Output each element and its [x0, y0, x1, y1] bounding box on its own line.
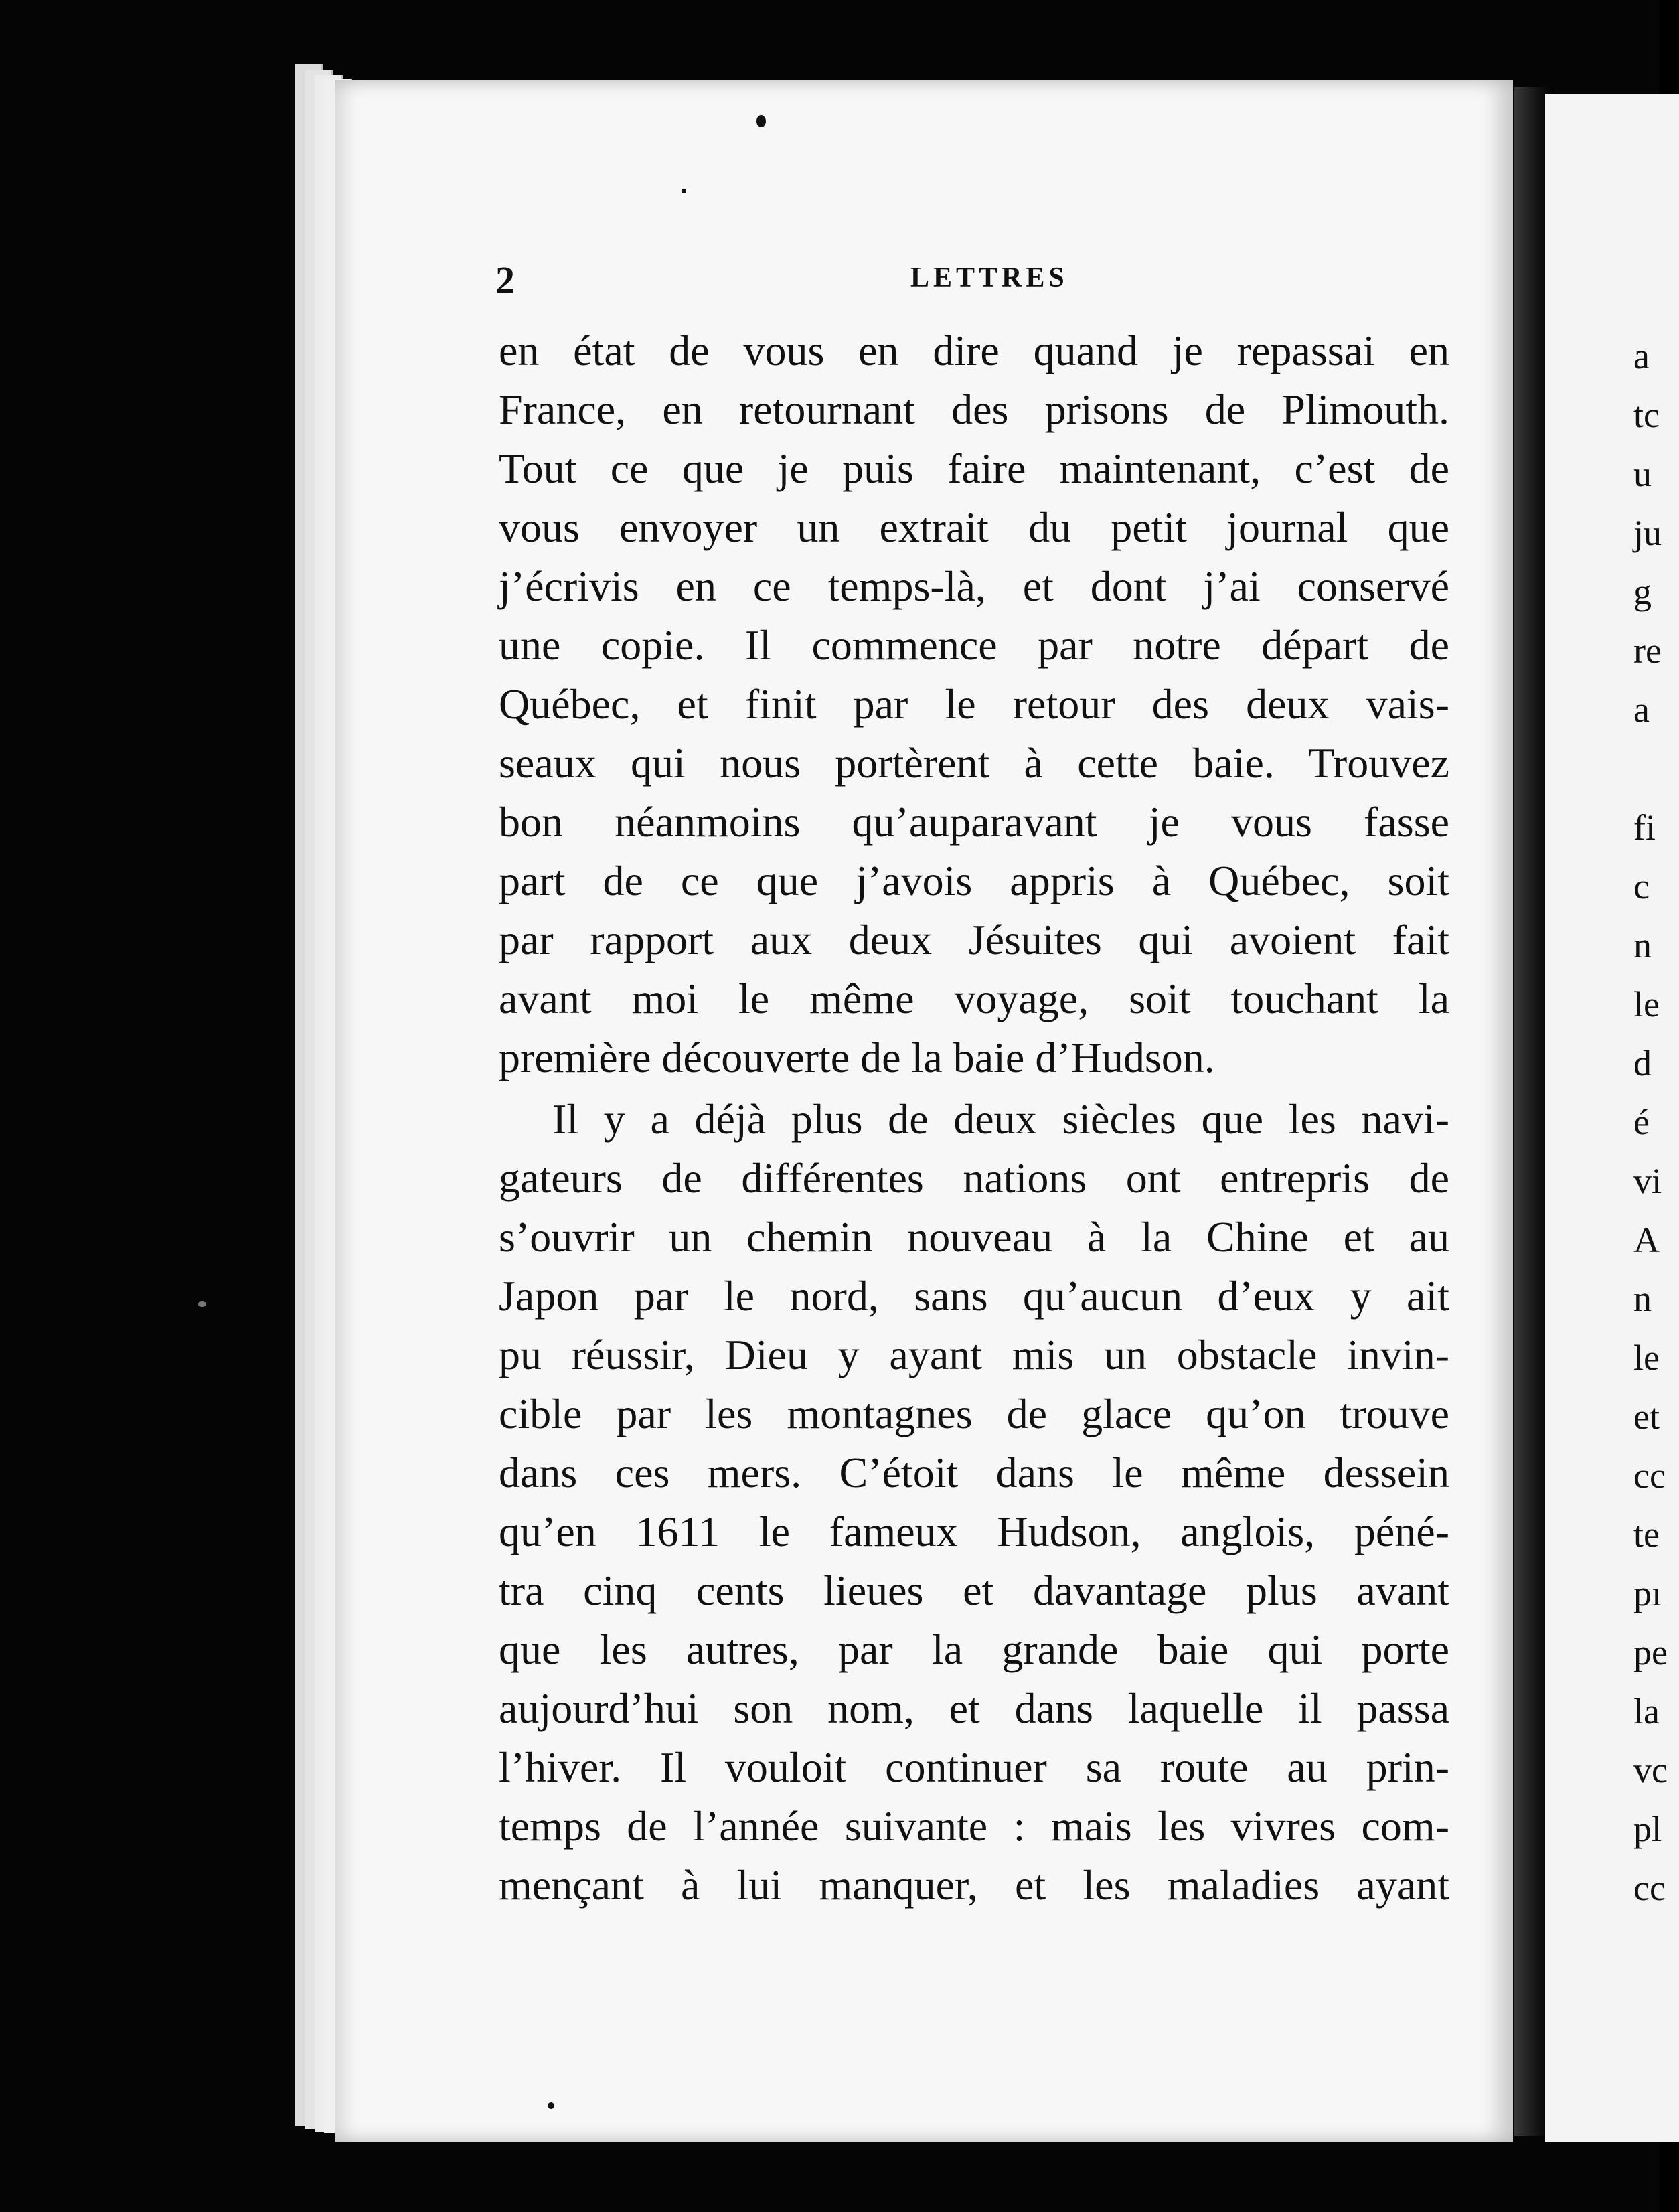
facing-page-fragment: pe: [1633, 1632, 1668, 1672]
facing-page-fragment: a: [1633, 336, 1650, 376]
ink-speck: [756, 115, 766, 127]
text-line: bon néanmoins qu’auparavant je vous fasse: [499, 798, 1449, 846]
facing-page-fragment: la: [1633, 1691, 1660, 1731]
facing-page-fragment: g: [1633, 572, 1652, 612]
text-line: Il y a déjà plus de deux siècles que les navi-: [552, 1095, 1449, 1143]
facing-page-fragment: pl: [1633, 1809, 1662, 1849]
ink-speck: [198, 1301, 206, 1307]
text-line: Japon par le nord, sans qu’aucun d’eux y ait: [499, 1272, 1449, 1320]
facing-page-fragment: fi: [1633, 807, 1656, 848]
text-line: qu’en 1611 le fameux Hudson, anglois, péné-: [499, 1508, 1449, 1555]
text-line: part de ce que j’avois appris à Québec, soit: [499, 857, 1449, 904]
facing-page-text: [1633, 327, 1668, 1917]
facing-page-fragment: vc: [1633, 1750, 1668, 1790]
facing-page-fragment: cc: [1633, 1455, 1666, 1496]
facing-page-fragment: vi: [1633, 1161, 1662, 1201]
running-head: LETTRES: [910, 262, 1068, 293]
facing-page-fragment: n: [1633, 925, 1652, 965]
ink-speck: [548, 2102, 554, 2109]
paragraph: [499, 1090, 1449, 1915]
text-line: j’écrivis en ce temps-là, et dont j’ai conservé: [499, 562, 1449, 610]
text-line: seaux qui nous portèrent à cette baie. Trouvez: [499, 739, 1449, 787]
text-line: l’hiver. Il vouloit continuer sa route au prin-: [499, 1743, 1449, 1791]
text-line: France, en retournant des prisons de Plimouth.: [499, 386, 1449, 433]
facing-page-fragment: c: [1633, 866, 1650, 906]
facing-page-fragment: cc: [1633, 1868, 1666, 1908]
text-line: par rapport aux deux Jésuites qui avoient fait: [499, 916, 1449, 963]
text-line: avant moi le même voyage, soit touchant la: [499, 975, 1449, 1022]
facing-page-fragment: [1633, 739, 1660, 798]
facing-page-fragment: d: [1633, 1043, 1652, 1083]
text-line: pu réussir, Dieu y ayant mis un obstacle invin-: [499, 1331, 1449, 1378]
ink-speck: [682, 189, 686, 193]
facing-page-fragment: A: [1633, 1220, 1660, 1260]
text-line: en état de vous en dire quand je repassai en: [499, 327, 1449, 374]
page-header: [495, 258, 1446, 305]
text-line: dans ces mers. C’étoit dans le même dessein: [499, 1449, 1449, 1496]
text-line: une copie. Il commence par notre départ de: [499, 621, 1449, 669]
page-body: [499, 321, 1449, 1915]
facing-page-fragment: u: [1633, 454, 1652, 494]
text-line: tra cinq cents lieues et davantage plus avant: [499, 1567, 1449, 1614]
facing-page-fragment: ju: [1633, 513, 1662, 553]
text-line: Tout ce que je puis faire maintenant, c’est de: [499, 445, 1449, 492]
facing-page-fragment: n: [1633, 1279, 1652, 1319]
text-line: mençant à lui manquer, et les maladies ayant: [499, 1861, 1449, 1909]
page-number: 2: [495, 258, 515, 302]
facing-page-fragment: te: [1633, 1514, 1660, 1555]
facing-page-fragment: le: [1633, 984, 1660, 1024]
facing-page-fragment: é: [1633, 1102, 1650, 1142]
text-line: aujourd’hui son nom, et dans laquelle il passa: [499, 1684, 1449, 1732]
text-line: gateurs de différentes nations ont entrepris de: [499, 1154, 1449, 1202]
text-line: première découverte de la baie d’Hudson.: [499, 1034, 1215, 1081]
facing-page-fragment: et: [1633, 1397, 1660, 1437]
facing-page-fragment: le: [1633, 1338, 1660, 1378]
text-line: s’ouvrir un chemin nouveau à la Chine et au: [499, 1213, 1449, 1261]
text-line: que les autres, par la grande baie qui porte: [499, 1626, 1449, 1673]
paragraph: [499, 321, 1449, 1087]
facing-page-fragment: tc: [1633, 395, 1660, 435]
text-line: vous envoyer un extrait du petit journal que: [499, 503, 1449, 551]
text-line: temps de l’année suivante : mais les vivres com-: [499, 1802, 1449, 1850]
facing-page-fragment: re: [1633, 631, 1662, 671]
facing-page-fragment: pı: [1633, 1573, 1662, 1613]
text-line: Québec, et finit par le retour des deux vais-: [499, 680, 1449, 728]
text-line: cible par les montagnes de glace qu’on trouve: [499, 1390, 1449, 1437]
facing-page-fragment: a: [1633, 690, 1650, 730]
